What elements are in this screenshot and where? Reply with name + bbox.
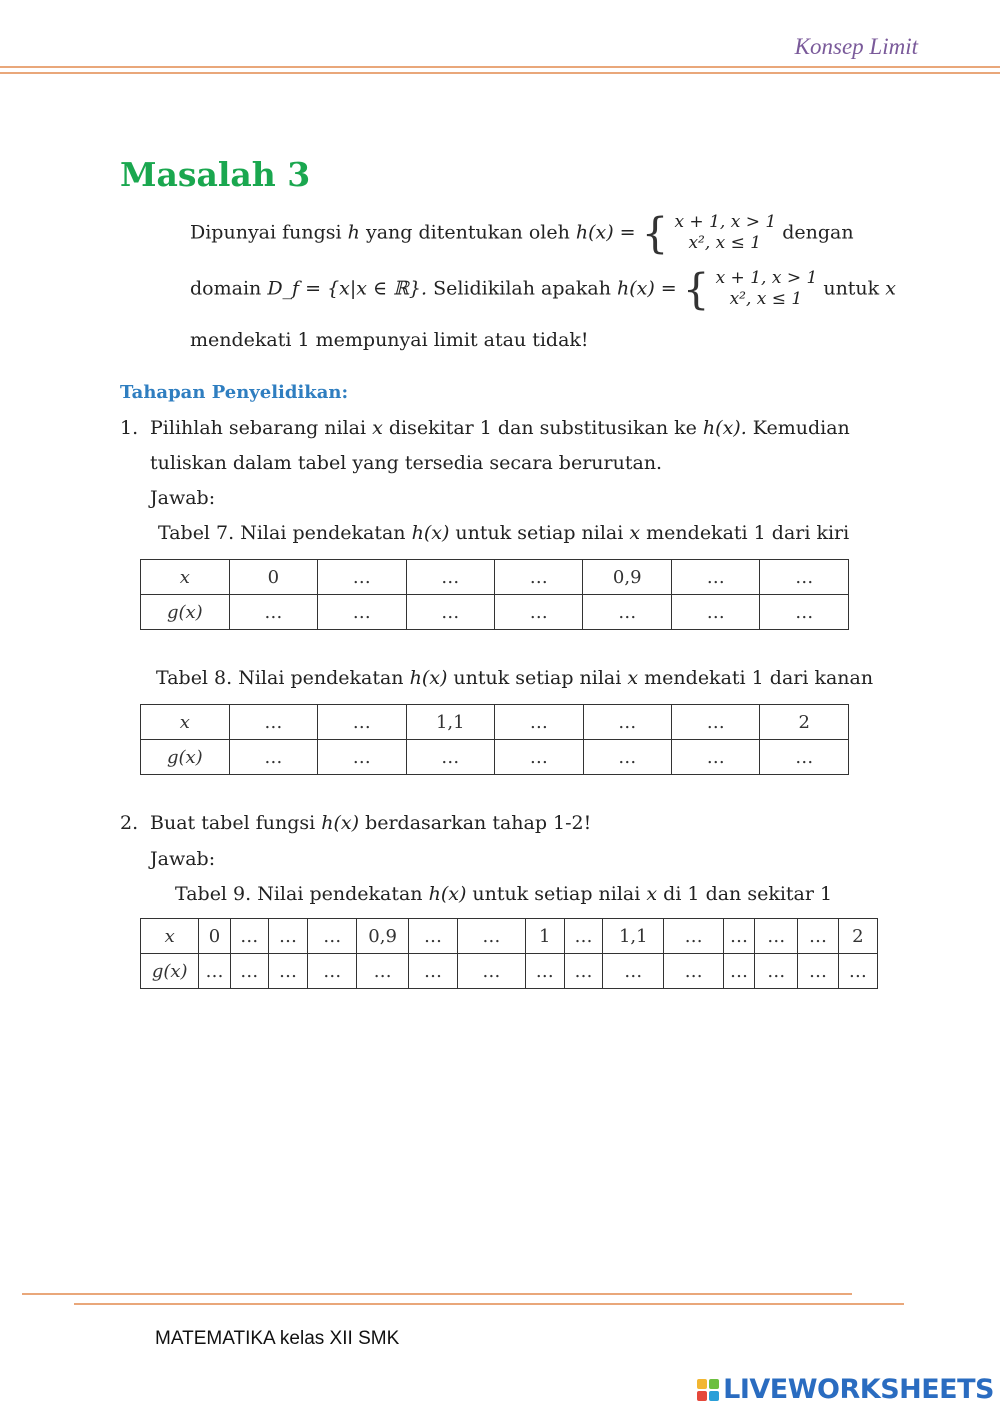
table-cell: … — [495, 705, 583, 740]
table-cell: … — [268, 954, 307, 989]
header-rule-bottom — [0, 72, 1000, 74]
text-segment: Selidikilah apakah — [433, 277, 611, 300]
table-cell: … — [495, 560, 583, 595]
table-cell: … — [525, 954, 564, 989]
table-cell: … — [406, 740, 495, 775]
table-cell: 0 — [229, 560, 317, 595]
table-cell: … — [760, 560, 849, 595]
text-segment: Dipunyai fungsi — [190, 221, 342, 244]
math-h: h(x) — [428, 883, 467, 905]
table-cell: … — [318, 560, 406, 595]
table-cell: 2 — [838, 919, 877, 954]
table-cell: … — [672, 560, 760, 595]
answer-label-2: Jawab: — [150, 848, 216, 870]
table-cell: … — [357, 954, 408, 989]
text-segment: Tabel 7. Nilai pendekatan — [158, 522, 406, 544]
table-7 — [140, 559, 849, 630]
row-label: x — [141, 560, 230, 595]
step-2-text — [150, 812, 591, 835]
answer-label-1: Jawab: — [150, 487, 216, 509]
math-function: h(x) = — [575, 221, 636, 244]
table-cell: … — [408, 919, 457, 954]
row-label: x — [141, 919, 199, 954]
text-segment: di 1 dan sekitar 1 — [663, 883, 833, 905]
table-cell: … — [583, 595, 672, 630]
math-h: h(x) — [411, 522, 450, 544]
math-domain: D_f = {x|x ∈ ℝ}. — [267, 277, 428, 300]
running-header-title: Konsep Limit — [794, 34, 918, 59]
row-label: g(x) — [141, 595, 230, 630]
text-segment: untuk setiap nilai — [455, 522, 624, 544]
table-row-g — [141, 595, 849, 630]
table-cell: … — [603, 954, 664, 989]
piece-top: x + 1, x > 1 — [674, 212, 777, 232]
text-segment: yang ditentukan oleh — [365, 221, 570, 244]
math-h: h(x) — [321, 812, 360, 834]
table-cell: … — [664, 954, 723, 989]
text-segment: Pilihlah sebarang nilai — [150, 417, 367, 439]
math-function: h(x) = — [616, 277, 677, 300]
table-9 — [140, 918, 878, 989]
table-row-x — [141, 560, 849, 595]
table-cell: … — [564, 919, 602, 954]
math-x: x — [629, 522, 641, 544]
table-cell: 2 — [760, 705, 849, 740]
brace-icon: { — [641, 208, 669, 258]
table-row-x — [141, 705, 849, 740]
row-label: g(x) — [141, 740, 230, 775]
table-cell: … — [495, 595, 583, 630]
text-segment: domain — [190, 277, 262, 300]
step-1-number: 1. — [120, 417, 139, 439]
liveworksheets-logo — [697, 1374, 994, 1405]
header-rule-top — [0, 66, 1000, 68]
text-segment: dengan — [782, 221, 854, 244]
table-row-g — [141, 954, 878, 989]
brace-icon: { — [682, 264, 710, 314]
table-cell: … — [458, 954, 525, 989]
text-segment: untuk setiap nilai — [472, 883, 641, 905]
table-cell: … — [229, 740, 317, 775]
problem-line-3: mendekati 1 mempunyai limit atau tidak! — [190, 329, 589, 351]
piece-bottom: x², x ≤ 1 — [688, 233, 762, 254]
logo-text: LIVEWORKSHEETS — [723, 1374, 994, 1405]
text-segment: Tabel 8. Nilai pendekatan — [156, 667, 404, 689]
table-cell: … — [229, 705, 317, 740]
piece-bottom: x², x ≤ 1 — [729, 289, 803, 310]
table-cell: … — [838, 954, 877, 989]
problem-line-2 — [190, 264, 896, 314]
table-cell: … — [458, 919, 525, 954]
text-segment: berdasarkan tahap 1-2! — [365, 812, 592, 834]
text-segment: Kemudian — [752, 417, 850, 439]
footer-rule-top — [22, 1293, 852, 1295]
piecewise-definition — [716, 268, 818, 311]
table-cell: 0 — [199, 919, 230, 954]
table-cell: … — [318, 595, 406, 630]
text-segment: mendekati 1 dari kiri — [646, 522, 850, 544]
table-cell: … — [199, 954, 230, 989]
table-7-caption — [158, 522, 849, 544]
table-cell: … — [495, 740, 583, 775]
text-segment: mendekati 1 dari kanan — [644, 667, 874, 689]
table-cell: … — [672, 705, 760, 740]
table-9-caption — [175, 883, 832, 905]
math-h: h(x). — [702, 417, 747, 439]
problem-heading: Masalah 3 — [120, 155, 311, 194]
math-h: h(x) — [409, 667, 448, 689]
table-cell: … — [318, 705, 406, 740]
footer-rule-bottom — [74, 1303, 904, 1305]
text-segment: disekitar 1 dan substitusikan ke — [388, 417, 697, 439]
table-cell: 0,9 — [583, 560, 672, 595]
table-cell: … — [318, 740, 406, 775]
text-segment: Buat tabel fungsi — [150, 812, 316, 834]
math-x: x — [885, 277, 896, 300]
table-cell: 1 — [525, 919, 564, 954]
footer-text: MATEMATIKA kelas XII SMK — [155, 1328, 400, 1349]
piece-top: x + 1, x > 1 — [715, 268, 818, 288]
table-cell: … — [760, 595, 849, 630]
text-segment: untuk — [823, 277, 880, 300]
math-x: x — [627, 667, 639, 689]
table-cell: … — [308, 919, 357, 954]
investigation-title: Tahapan Penyelidikan: — [120, 382, 349, 403]
row-label: g(x) — [141, 954, 199, 989]
table-cell: … — [723, 919, 754, 954]
table-cell: … — [406, 560, 494, 595]
table-cell: … — [408, 954, 457, 989]
table-cell: … — [583, 705, 671, 740]
table-cell: … — [760, 740, 849, 775]
piecewise-definition — [674, 212, 776, 255]
step-1-line-2: tuliskan dalam tabel yang tersedia secara berurutan. — [150, 452, 663, 474]
table-cell: … — [230, 954, 268, 989]
table-row-x — [141, 919, 878, 954]
math-x: x — [372, 417, 383, 439]
table-cell: … — [583, 740, 671, 775]
table-cell: … — [672, 740, 760, 775]
problem-line-1 — [190, 208, 854, 258]
table-cell: … — [406, 595, 494, 630]
table-cell: … — [723, 954, 754, 989]
table-cell: … — [564, 954, 602, 989]
table-cell: 1,1 — [406, 705, 495, 740]
table-row-g — [141, 740, 849, 775]
table-cell: … — [755, 954, 798, 989]
table-cell: … — [230, 919, 268, 954]
table-8-caption — [156, 667, 873, 689]
table-cell: … — [229, 595, 317, 630]
logo-mark-icon — [697, 1379, 719, 1401]
table-cell: 0,9 — [357, 919, 408, 954]
table-cell: … — [755, 919, 798, 954]
table-cell: … — [308, 954, 357, 989]
row-label: x — [141, 705, 230, 740]
text-segment: Tabel 9. Nilai pendekatan — [175, 883, 423, 905]
table-cell: … — [798, 954, 838, 989]
table-cell: … — [664, 919, 723, 954]
text-segment: untuk setiap nilai — [453, 667, 622, 689]
table-cell: 1,1 — [603, 919, 664, 954]
table-cell: … — [268, 919, 307, 954]
step-1-line-1 — [150, 417, 850, 440]
table-8 — [140, 704, 849, 775]
table-cell: … — [798, 919, 838, 954]
math-h: h — [347, 221, 360, 244]
step-2-number: 2. — [120, 812, 139, 834]
table-cell: … — [672, 595, 760, 630]
math-x: x — [646, 883, 658, 905]
